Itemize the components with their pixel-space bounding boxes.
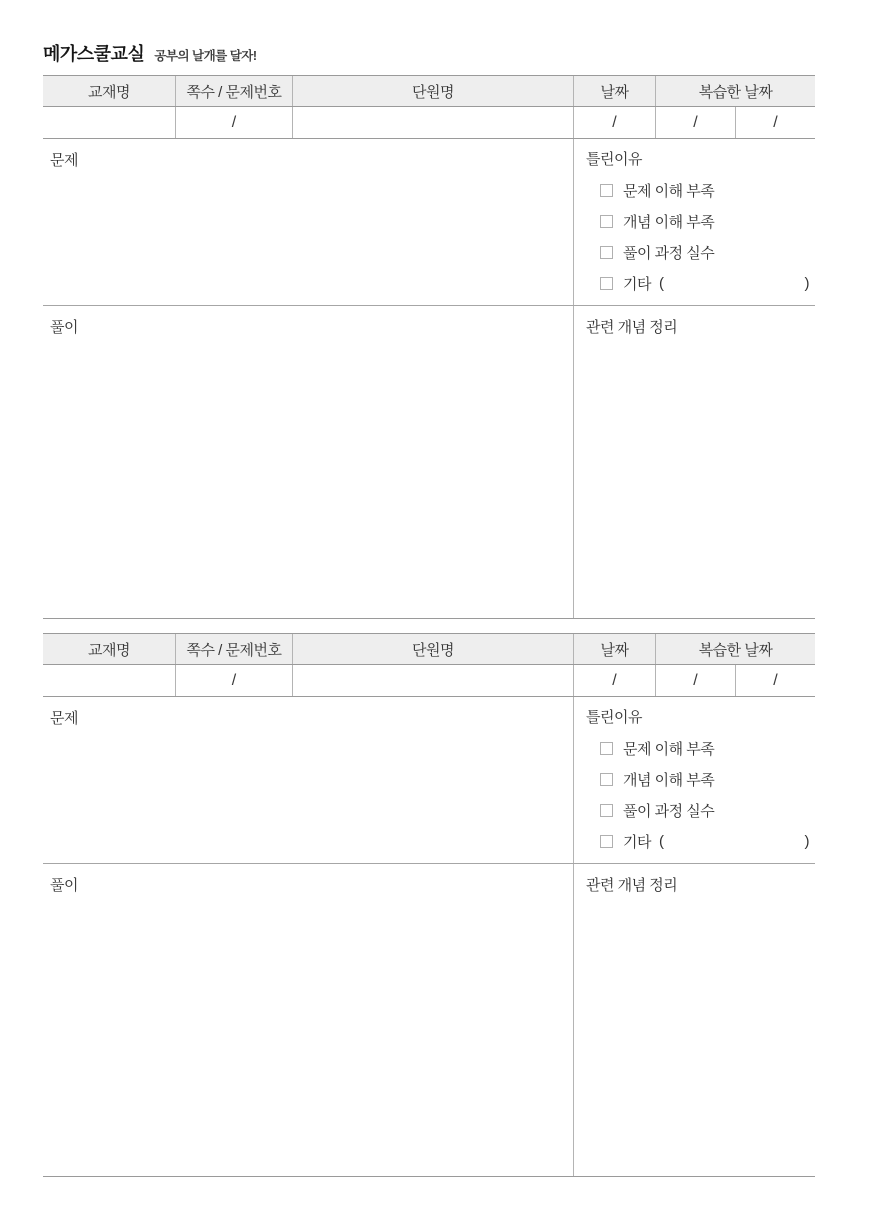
input-review-date-1[interactable]: / xyxy=(655,665,735,696)
etc-paren-close: ) xyxy=(804,833,809,850)
table-input-row xyxy=(43,665,815,697)
wrong-reason-panel xyxy=(573,139,815,305)
checkbox-process-mistake[interactable] xyxy=(600,246,613,259)
reason-label: 풀이 과정 실수 xyxy=(623,803,715,820)
header-review-date: 복습한 날짜 xyxy=(655,76,815,106)
table-header-row xyxy=(43,633,815,665)
reason-label: 기타 xyxy=(623,276,651,293)
reason-label: 개념 이해 부족 xyxy=(623,772,715,789)
wrong-reason-panel xyxy=(573,697,815,863)
reason-item xyxy=(574,206,815,237)
etc-paren-open: ( xyxy=(658,833,664,850)
input-unit-name[interactable] xyxy=(292,107,573,138)
solution-label: 풀이 xyxy=(50,877,78,894)
reason-item xyxy=(574,764,815,795)
checkbox-etc[interactable] xyxy=(600,835,613,848)
reason-item-etc xyxy=(574,826,815,857)
input-date[interactable]: / xyxy=(573,107,655,138)
brand-header xyxy=(0,0,870,64)
reason-item xyxy=(574,733,815,764)
reason-label: 문제 이해 부족 xyxy=(623,741,715,758)
problem-label: 문제 xyxy=(50,710,78,727)
header-date: 날짜 xyxy=(573,634,655,664)
etc-paren-close: ) xyxy=(804,275,809,292)
related-concept-label: 관련 개념 정리 xyxy=(586,319,678,336)
problem-area[interactable] xyxy=(43,697,573,863)
problem-section xyxy=(43,139,815,306)
checkbox-concept-understanding[interactable] xyxy=(600,773,613,786)
error-note-block-1 xyxy=(43,75,815,619)
brand-logo: 메가스쿨교실 xyxy=(43,44,145,64)
reason-list xyxy=(574,733,815,857)
wrong-reason-label: 틀린이유 xyxy=(586,151,642,168)
reason-label: 풀이 과정 실수 xyxy=(623,245,715,262)
header-unit-name: 단원명 xyxy=(292,634,573,664)
input-textbook-name[interactable] xyxy=(43,107,175,138)
header-date: 날짜 xyxy=(573,76,655,106)
checkbox-concept-understanding[interactable] xyxy=(600,215,613,228)
input-review-date-2[interactable]: / xyxy=(735,107,815,138)
related-concept-label: 관련 개념 정리 xyxy=(586,877,678,894)
reason-item xyxy=(574,795,815,826)
input-unit-name[interactable] xyxy=(292,665,573,696)
table-header-row xyxy=(43,75,815,107)
checkbox-process-mistake[interactable] xyxy=(600,804,613,817)
header-review-date: 복습한 날짜 xyxy=(655,634,815,664)
input-date[interactable]: / xyxy=(573,665,655,696)
related-concept-area[interactable] xyxy=(573,306,815,618)
problem-area[interactable] xyxy=(43,139,573,305)
table-input-row xyxy=(43,107,815,139)
reason-item-etc xyxy=(574,268,815,299)
reason-item xyxy=(574,175,815,206)
reason-item xyxy=(574,237,815,268)
etc-input-area[interactable] xyxy=(663,268,804,299)
header-page-problem-number: 쪽수 / 문제번호 xyxy=(175,634,292,664)
wrong-reason-label: 틀린이유 xyxy=(586,709,642,726)
etc-paren-open: ( xyxy=(658,275,664,292)
problem-label: 문제 xyxy=(50,152,78,169)
header-page-problem-number: 쪽수 / 문제번호 xyxy=(175,76,292,106)
checkbox-etc[interactable] xyxy=(600,277,613,290)
problem-section xyxy=(43,697,815,864)
solution-area[interactable] xyxy=(43,306,573,618)
solution-label: 풀이 xyxy=(50,319,78,336)
solution-section xyxy=(43,864,815,1177)
input-page-problem-number[interactable]: / xyxy=(175,107,292,138)
error-note-block-2 xyxy=(43,633,815,1177)
reason-list xyxy=(574,175,815,299)
input-page-problem-number[interactable]: / xyxy=(175,665,292,696)
checkbox-problem-understanding[interactable] xyxy=(600,742,613,755)
header-textbook-name: 교재명 xyxy=(88,83,130,101)
reason-label: 문제 이해 부족 xyxy=(623,183,715,200)
header-unit-name: 단원명 xyxy=(292,76,573,106)
related-concept-area[interactable] xyxy=(573,864,815,1176)
solution-area[interactable] xyxy=(43,864,573,1176)
input-review-date-1[interactable]: / xyxy=(655,107,735,138)
header-textbook-name: 교재명 xyxy=(88,641,130,659)
solution-section xyxy=(43,306,815,619)
input-review-date-2[interactable]: / xyxy=(735,665,815,696)
reason-label: 개념 이해 부족 xyxy=(623,214,715,231)
input-textbook-name[interactable] xyxy=(43,665,175,696)
reason-label: 기타 xyxy=(623,834,651,851)
checkbox-problem-understanding[interactable] xyxy=(600,184,613,197)
brand-slogan: 공부의 날개를 달자! xyxy=(154,49,257,63)
etc-input-area[interactable] xyxy=(663,826,804,857)
